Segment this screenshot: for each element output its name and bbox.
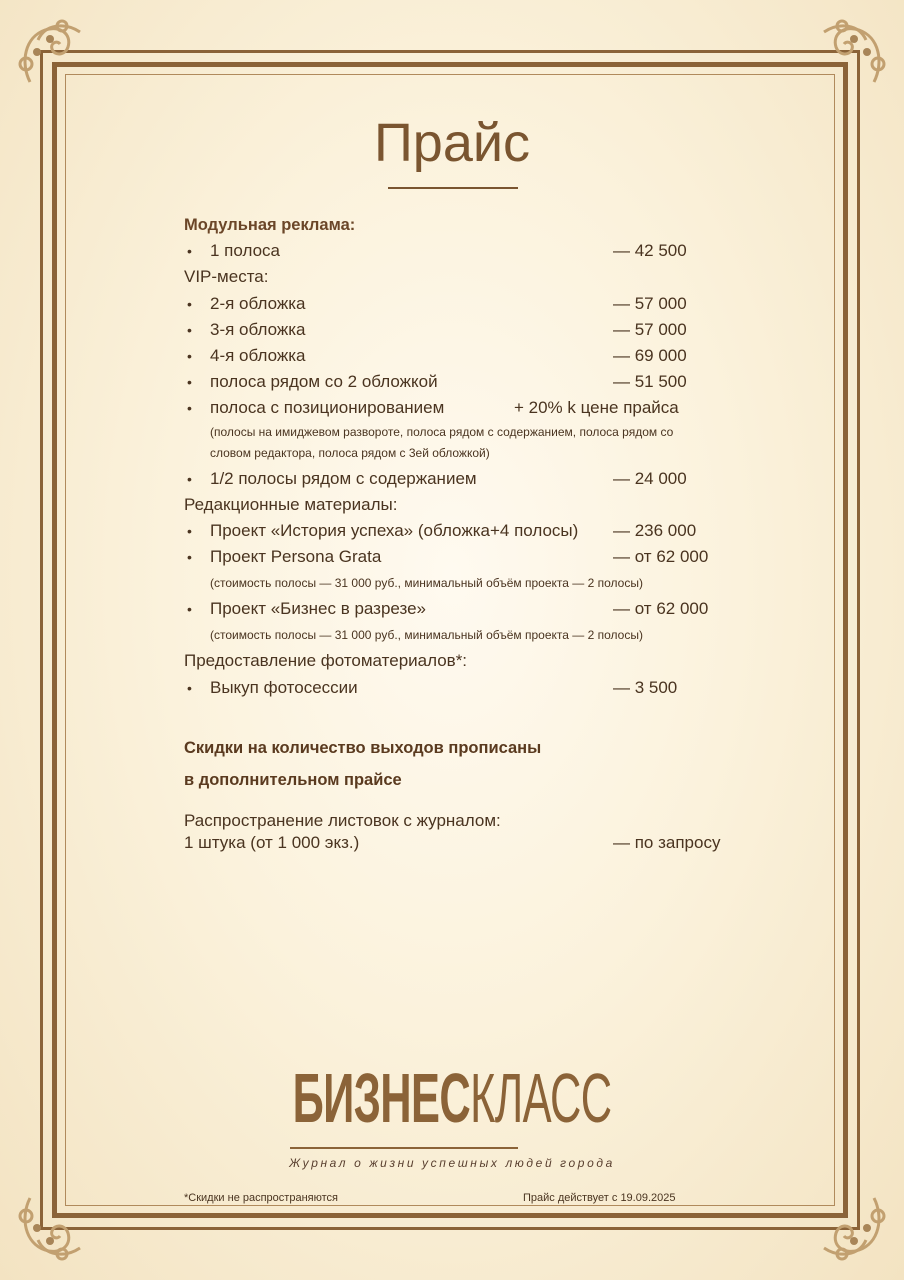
price-value: + 20% k цене прайса bbox=[514, 398, 679, 418]
bullet-icon: • bbox=[187, 470, 192, 487]
price-row bbox=[184, 466, 744, 492]
bullet-icon: • bbox=[187, 243, 192, 260]
discount-line: Скидки на количество выходов прописаны bbox=[184, 739, 542, 757]
discount-line: в дополнительном прайсе bbox=[184, 771, 402, 789]
price-value: — от 62 000 bbox=[613, 599, 709, 619]
corner-ornament-icon bbox=[804, 1178, 894, 1268]
section-heading-photo: Предоставление фотоматериалов*: bbox=[184, 651, 468, 671]
price-label: Проект «История успеха» (обложка+4 полосы) bbox=[210, 520, 579, 540]
price-row bbox=[184, 238, 744, 264]
title-underline bbox=[388, 187, 518, 189]
price-value: — 236 000 bbox=[613, 520, 697, 540]
price-row bbox=[184, 518, 744, 544]
bullet-icon: • bbox=[187, 374, 192, 391]
price-value: — от 62 000 bbox=[613, 547, 709, 567]
price-label: 1 полоса bbox=[210, 241, 280, 261]
bullet-icon: • bbox=[187, 549, 192, 566]
bullet-icon: • bbox=[187, 347, 192, 364]
section-heading-editorial: Редакционные материалы: bbox=[184, 494, 398, 514]
leaflet-heading: Распространение листовок с журналом: bbox=[184, 811, 501, 830]
price-label: Проект «Бизнес в разрезе» bbox=[210, 599, 427, 619]
price-row bbox=[184, 343, 744, 369]
price-label: 3-я обложка bbox=[210, 319, 306, 339]
price-label: полоса рядом со 2 обложкой bbox=[210, 372, 438, 392]
bullet-icon: • bbox=[187, 679, 192, 696]
price-row bbox=[184, 395, 744, 421]
price-list bbox=[184, 212, 744, 701]
logo-underline bbox=[290, 1147, 518, 1149]
price-row bbox=[184, 291, 744, 317]
price-value: — 42 500 bbox=[613, 241, 687, 261]
price-label: полоса с позиционированием bbox=[210, 398, 445, 418]
bullet-icon: • bbox=[187, 400, 192, 417]
price-row bbox=[184, 596, 744, 622]
bullet-icon: • bbox=[187, 321, 192, 338]
price-row bbox=[184, 369, 744, 395]
brand-logo bbox=[172, 1058, 732, 1138]
price-value: — 69 000 bbox=[613, 345, 687, 365]
leaflet-unit: 1 штука (от 1 000 экз.) bbox=[184, 833, 360, 852]
logo-bold-part: БИЗНЕС bbox=[292, 1059, 471, 1137]
price-row bbox=[184, 317, 744, 343]
price-value: — 3 500 bbox=[613, 677, 678, 697]
price-row bbox=[184, 544, 744, 570]
discount-note bbox=[184, 732, 541, 796]
price-value: — 24 000 bbox=[613, 468, 687, 488]
section-heading-modular: Модульная реклама: bbox=[184, 216, 356, 234]
price-label: 4-я обложка bbox=[210, 345, 306, 365]
bullet-icon: • bbox=[187, 601, 192, 618]
leaflet-price: — по запросу bbox=[613, 833, 721, 852]
price-note: (стоимость полосы — 31 000 руб., минимальный объём проекта — 2 полосы) bbox=[210, 576, 643, 591]
price-label: 2-я обложка bbox=[210, 293, 306, 313]
corner-ornament-icon bbox=[804, 12, 894, 102]
page-title: Прайс bbox=[373, 113, 531, 173]
price-value: — 51 500 bbox=[613, 372, 687, 392]
bullet-icon: • bbox=[187, 522, 192, 539]
price-note: (полосы на имиджевом развороте, полоса рядом с содержанием, полоса рядом со словом редактора, полоса рядом с 3ей обложкой) bbox=[210, 424, 674, 460]
price-note: (стоимость полосы — 31 000 руб., минимальный объём проекта — 2 полосы) bbox=[210, 628, 643, 643]
price-value: — 57 000 bbox=[613, 293, 687, 313]
price-label: Проект Persona Grata bbox=[210, 547, 382, 567]
corner-ornament-icon bbox=[10, 12, 100, 102]
brand-tagline: Журнал о жизни успешных людей города bbox=[289, 1156, 615, 1170]
footer-valid-date: Прайс действует с 19.09.2025 bbox=[523, 1192, 676, 1204]
price-row bbox=[184, 675, 744, 701]
bullet-icon: • bbox=[187, 295, 192, 312]
price-label: Выкуп фотосессии bbox=[210, 677, 358, 697]
footer-discount-note: *Скидки не распространяются bbox=[184, 1192, 338, 1204]
price-value: — 57 000 bbox=[613, 319, 687, 339]
corner-ornament-icon bbox=[10, 1178, 100, 1268]
price-label: 1/2 полосы рядом с содержанием bbox=[210, 468, 477, 488]
logo-light-part: КЛАСС bbox=[470, 1059, 612, 1137]
section-heading-vip: VIP-места: bbox=[184, 267, 269, 287]
leaflet-distribution bbox=[184, 810, 744, 854]
